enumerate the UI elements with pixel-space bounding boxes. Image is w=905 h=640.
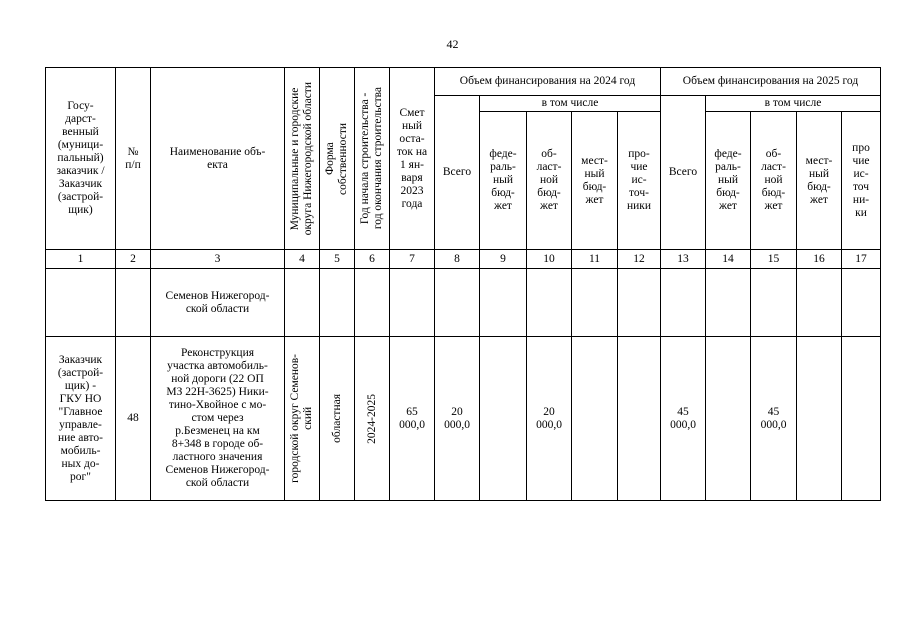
column-number: 5 — [320, 250, 355, 269]
header-ownership-text: Форма собственности — [324, 122, 349, 195]
header-other-2025: про чие ис- точ ни- ки — [842, 112, 881, 250]
column-number: 10 — [527, 250, 572, 269]
column-number: 4 — [285, 250, 320, 269]
header-including-2024: в том числе — [480, 96, 661, 112]
continuation-row — [46, 269, 881, 337]
cell-empty — [527, 269, 572, 337]
header-municipality — [285, 68, 320, 250]
header-regional-2024: об- ласт- ной бюд- жет — [527, 112, 572, 250]
column-number: 9 — [480, 250, 527, 269]
header-object-name: Наименование объ- екта — [151, 68, 285, 250]
row-federal-2024 — [480, 337, 527, 501]
row-years — [355, 337, 390, 501]
column-number: 15 — [751, 250, 797, 269]
column-number: 16 — [797, 250, 842, 269]
row-ownership-text: областная — [330, 394, 343, 443]
cell-empty — [390, 269, 435, 337]
column-number: 7 — [390, 250, 435, 269]
header-customer: Госу- дарст- венный (муници- пальный) заказчик / Заказчик (застрой- щик) — [46, 68, 116, 250]
header-estimate: Смет ный оста- ток на 1 ян- варя 2023 года — [390, 68, 435, 250]
header-number: № п/п — [116, 68, 151, 250]
column-number: 11 — [572, 250, 618, 269]
header-years — [355, 68, 390, 250]
column-number: 1 — [46, 250, 116, 269]
column-number: 3 — [151, 250, 285, 269]
row-federal-2025 — [706, 337, 751, 501]
header-other-2024: про- чие ис- точ- ники — [618, 112, 661, 250]
header-including-2025: в том числе — [706, 96, 881, 112]
column-number: 14 — [706, 250, 751, 269]
cell-empty — [751, 269, 797, 337]
page-number: 42 — [446, 37, 459, 51]
column-number: 13 — [661, 250, 706, 269]
column-number: 6 — [355, 250, 390, 269]
header-local-2025: мест- ный бюд- жет — [797, 112, 842, 250]
cell-empty — [706, 269, 751, 337]
cell-empty — [797, 269, 842, 337]
row-estimate: 65 000,0 — [390, 337, 435, 501]
cell-empty — [46, 269, 116, 337]
row-total-2025: 45 000,0 — [661, 337, 706, 501]
row-municipality-text: городской округ Семенов- ский — [289, 354, 314, 483]
column-number: 12 — [618, 250, 661, 269]
header-total-2024: Всего — [435, 96, 480, 250]
header-row-1 — [46, 68, 881, 96]
row-ownership — [320, 337, 355, 501]
row-total-2024: 20 000,0 — [435, 337, 480, 501]
cell-empty — [435, 269, 480, 337]
column-number: 8 — [435, 250, 480, 269]
column-number: 2 — [116, 250, 151, 269]
header-municipality-text: Муниципальные и городские округа Нижегородской области — [289, 81, 314, 236]
cell-empty — [572, 269, 618, 337]
cell-empty — [116, 269, 151, 337]
continuation-object-name: Семенов Нижегород- ской области — [151, 269, 285, 337]
table-row — [46, 337, 881, 501]
cell-empty — [285, 269, 320, 337]
header-ownership — [320, 68, 355, 250]
row-number: 48 — [116, 337, 151, 501]
row-local-2025 — [797, 337, 842, 501]
cell-empty — [480, 269, 527, 337]
row-other-2024 — [618, 337, 661, 501]
header-total-2025: Всего — [661, 96, 706, 250]
header-federal-2025: феде- раль- ный бюд- жет — [706, 112, 751, 250]
row-customer: Заказчик (застрой- щик) - ГКУ НО "Главное управле- ние авто- мобиль- ных до- рог" — [46, 337, 116, 501]
financing-table — [45, 67, 881, 501]
header-financing-2025: Объем финансирования на 2025 год — [661, 68, 881, 96]
cell-empty — [355, 269, 390, 337]
row-regional-2024: 20 000,0 — [527, 337, 572, 501]
row-regional-2025: 45 000,0 — [751, 337, 797, 501]
header-years-text: Год начала строительства - год окончания строительства — [359, 87, 384, 230]
column-number: 17 — [842, 250, 881, 269]
header-local-2024: мест- ный бюд- жет — [572, 112, 618, 250]
cell-empty — [320, 269, 355, 337]
cell-empty — [842, 269, 881, 337]
column-number-row — [46, 250, 881, 269]
row-years-text: 2024-2025 — [365, 393, 378, 444]
row-object-name: Реконструкция участка автомобиль- ной дороги (22 ОП МЗ 22Н-3625) Ники- тино-Хвойное с мо- стом через р.Безменец на км 8+348 в городе об- ластного значения Семенов Нижегород- ской области — [151, 337, 285, 501]
cell-empty — [618, 269, 661, 337]
row-other-2025 — [842, 337, 881, 501]
row-municipality — [285, 337, 320, 501]
header-financing-2024: Объем финансирования на 2024 год — [435, 68, 661, 96]
header-federal-2024: феде- раль- ный бюд- жет — [480, 112, 527, 250]
header-regional-2025: об- ласт- ной бюд- жет — [751, 112, 797, 250]
row-local-2024 — [572, 337, 618, 501]
cell-empty — [661, 269, 706, 337]
